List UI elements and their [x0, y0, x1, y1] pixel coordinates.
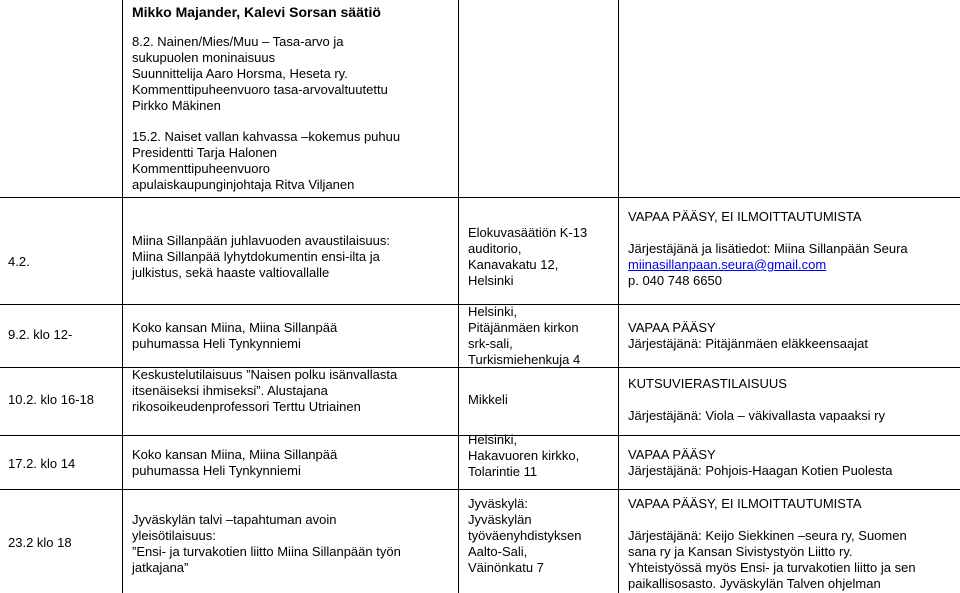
event-date: 17.2. klo 14 — [8, 456, 76, 471]
event-description: Miina Sillanpään juhlavuoden avaustilaisuus: Miina Sillanpää lyhytdokumentin ensi-ilta ja julkistus, sekä haaste valtiovallalle — [132, 233, 391, 280]
event-date: 4.2. — [8, 254, 30, 269]
event-organizer: Järjestäjänä ja lisätiedot: Miina Sillanpään Seura — [628, 241, 908, 256]
event-organizer: Järjestäjänä: Pitäjänmäen eläkkeensaajat — [628, 336, 868, 351]
lecture-15-2: 15.2. Naiset vallan kahvassa –kokemus puhuu Presidentti Tarja Halonen Kommenttipuheenvuoro apulaiskaupunginjohtaja Ritva Viljanen — [132, 129, 401, 192]
event-location: Mikkeli — [468, 392, 508, 407]
event-organizer: Järjestäjänä: Viola – väkivallasta vapaaksi ry — [628, 408, 886, 423]
lecture-8-2: 8.2. Nainen/Mies/Muu – Tasa-arvo ja sukupuolen moninaisuus Suunnittelija Aaro Horsma, Heseta ry. Kommenttipuheenvuoro tasa-arvovaltuutettu Pirkko Mäkinen — [132, 34, 388, 113]
organizer-phone: p. 040 748 6650 — [628, 273, 722, 288]
row-divider — [0, 197, 960, 198]
event-description: Keskustelutilaisuus ”Naisen polku isänvallasta itsenäiseksi ihmiseksi”. Alustajana rikosoikeudenprofessori Terttu Utriainen — [132, 367, 398, 414]
table-border-center — [458, 0, 459, 593]
event-access: VAPAA PÄÄSY — [628, 447, 716, 462]
table-border-left — [122, 0, 123, 593]
event-location: Elokuvasäätiön K-13 auditorio, Kanavakatu 12, Helsinki — [468, 225, 588, 288]
page-title: Mikko Majander, Kalevi Sorsan säätiö — [132, 4, 381, 20]
table-border-right — [618, 0, 619, 593]
event-location: Helsinki, Hakavuoren kirkko, Tolarintie 11 — [468, 432, 580, 479]
event-date: 23.2 klo 18 — [8, 535, 72, 550]
event-date: 10.2. klo 16-18 — [8, 392, 95, 407]
event-access: VAPAA PÄÄSY — [628, 320, 716, 335]
event-description: Koko kansan Miina, Miina Sillanpää puhumassa Heli Tynkynniemi — [132, 447, 338, 478]
event-organizer: Järjestäjänä: Keijo Siekkinen –seura ry, Suomen sana ry ja Kansan Sivistystyön Liitto ry. Yhteistyössä myös Ensi- ja turvakotien liitto ja sen paikallisosasto. Jyväskylän Talven ohjelman — [628, 528, 916, 591]
event-organizer: Järjestäjänä: Pohjois-Haagan Kotien Puolesta — [628, 463, 893, 478]
event-description: Koko kansan Miina, Miina Sillanpää puhumassa Heli Tynkynniemi — [132, 320, 338, 351]
event-access: KUTSUVIERASTILAISUUS — [628, 376, 787, 391]
event-access: VAPAA PÄÄSY, EI ILMOITTAUTUMISTA — [628, 496, 862, 511]
organizer-email-link[interactable]: miinasillanpaan.seura@gmail.com — [628, 257, 827, 272]
row-divider — [0, 489, 960, 490]
event-access: VAPAA PÄÄSY, EI ILMOITTAUTUMISTA — [628, 209, 862, 224]
event-location: Helsinki, Pitäjänmäen kirkon srk-sali, Turkismiehenkuja 4 — [468, 304, 581, 367]
event-description: Jyväskylän talvi –tapahtuman avoin yleisötilaisuus: ”Ensi- ja turvakotien liitto Miina Sillanpään työn jatkajana” — [132, 512, 401, 575]
event-location: Jyväskylä: Jyväskylän työväenyhdistyksen Aalto-Sali, Väinönkatu 7 — [468, 496, 582, 575]
event-date: 9.2. klo 12- — [8, 327, 73, 342]
